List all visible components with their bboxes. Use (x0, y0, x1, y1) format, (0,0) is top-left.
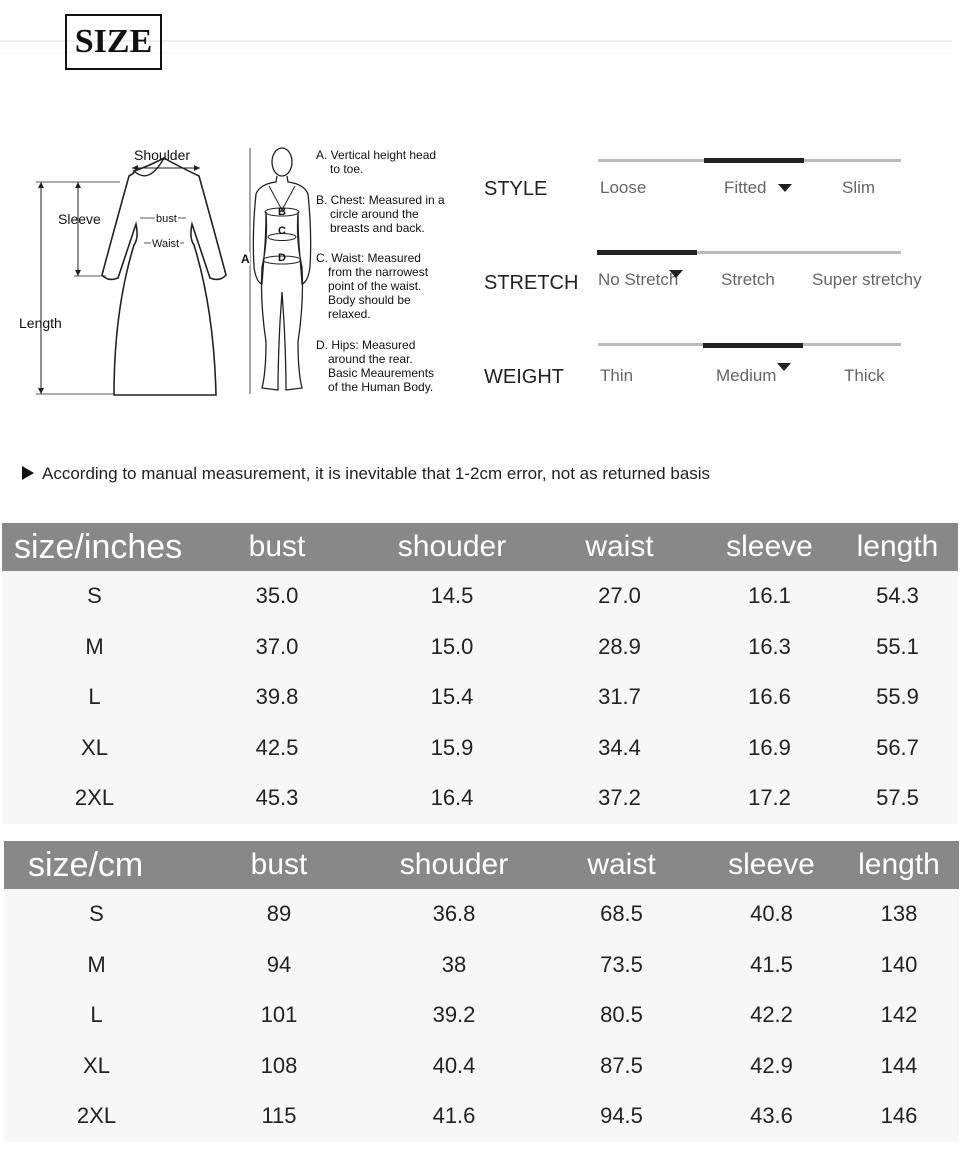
table-row (4, 1091, 959, 1142)
stretch-scale-name: STRETCH (484, 272, 579, 294)
body-label-a: A (241, 252, 250, 266)
table-header-cell: shouder (369, 841, 539, 889)
table-cell: 15.9 (367, 723, 537, 774)
body-label-b: B (278, 206, 286, 218)
stretch-scale (484, 248, 944, 338)
table-cell: M (2, 622, 187, 673)
table-cell: M (4, 940, 189, 991)
weight-option-thin: Thin (600, 366, 634, 385)
table-row (4, 990, 959, 1041)
table-cell: 39.2 (369, 990, 539, 1041)
table-cell: 94.5 (539, 1091, 704, 1142)
note-b: B. Chest: Measured in a circle around the breasts and back. (316, 193, 445, 235)
table-cell: L (4, 990, 189, 1041)
table-cell: 45.3 (187, 773, 367, 824)
dress-waist-label: Waist (152, 238, 180, 250)
table-row (2, 622, 958, 673)
table-cell: L (2, 672, 187, 723)
dress-sleeve-label: Sleeve (58, 211, 101, 227)
style-option-loose: Loose (600, 178, 647, 197)
table-cell: 89 (189, 889, 369, 940)
table-cell: 80.5 (539, 990, 704, 1041)
note-d: D. Hips: Measured around the rear. Basic Meaurements of the Human Body. (316, 338, 435, 394)
table-cell: 42.5 (187, 723, 367, 774)
table-cell: XL (2, 723, 187, 774)
table-cell: 16.9 (702, 723, 837, 774)
stretch-scale-indicator (597, 250, 697, 255)
stretch-option-stretch: Stretch (721, 270, 775, 289)
table-header-cell: size/inches (2, 523, 187, 571)
table-cell: 55.1 (837, 622, 958, 673)
table-row (2, 672, 958, 723)
size-title: SIZE (65, 14, 162, 70)
dress-diagram (14, 140, 244, 402)
table-cell: 87.5 (539, 1041, 704, 1092)
table-row (4, 889, 959, 940)
table-header-cell: waist (537, 523, 702, 571)
table-cell: 42.2 (704, 990, 839, 1041)
table-cell: 15.4 (367, 672, 537, 723)
table-cell: 35.0 (187, 571, 367, 622)
table-cell: 68.5 (539, 889, 704, 940)
weight-scale (484, 340, 944, 430)
table-header-cell: shouder (367, 523, 537, 571)
dress-bust-label: bust (156, 213, 177, 225)
table-header-cell: waist (539, 841, 704, 889)
table-cell: 43.6 (704, 1091, 839, 1142)
weight-caret-icon (777, 363, 791, 371)
table-cell: S (2, 571, 187, 622)
note-a: A. Vertical height head to toe. (316, 148, 437, 176)
table-cell: 42.9 (704, 1041, 839, 1092)
style-scale-name: STYLE (484, 178, 548, 200)
table-header-cell: bust (189, 841, 369, 889)
table-header-cell: sleeve (704, 841, 839, 889)
weight-option-medium: Medium (716, 366, 777, 385)
table-cell: 54.3 (837, 571, 958, 622)
table-cell: 16.4 (367, 773, 537, 824)
table-row (2, 723, 958, 774)
table-row (2, 571, 958, 622)
play-triangle-icon (22, 466, 34, 480)
table-cell: 41.6 (369, 1091, 539, 1142)
table-cell: 15.0 (367, 622, 537, 673)
table-cell: 140 (839, 940, 959, 991)
table-cell: 16.1 (702, 571, 837, 622)
stretch-option-no-stretch: No Stretch (598, 270, 679, 289)
note-c: C. Waist: Measured from the narrowest point of the waist. Body should be relaxed. (316, 251, 429, 321)
dress-shoulder-label: Shoulder (134, 147, 191, 163)
weight-scale-name: WEIGHT (484, 366, 564, 388)
weight-option-thick: Thick (844, 366, 885, 385)
table-cell: 94 (189, 940, 369, 991)
weight-scale-indicator (703, 343, 803, 348)
table-header-cell: bust (187, 523, 367, 571)
table-row (2, 773, 958, 824)
table-header-cell: sleeve (702, 523, 837, 571)
stretch-option-super-stretchy: Super stretchy (812, 270, 922, 289)
table-header-cell: size/cm (4, 841, 189, 889)
table-cell: 17.2 (702, 773, 837, 824)
style-scale (484, 156, 944, 246)
style-option-slim: Slim (842, 178, 876, 197)
table-cell: 37.2 (537, 773, 702, 824)
table-cell: 37.0 (187, 622, 367, 673)
table-cell: 14.5 (367, 571, 537, 622)
table-cell: 38 (369, 940, 539, 991)
stretch-caret-icon (669, 270, 683, 278)
table-row (4, 940, 959, 991)
table-cell: 40.8 (704, 889, 839, 940)
table-cell: 31.7 (537, 672, 702, 723)
table-row (4, 1041, 959, 1092)
table-cell: 115 (189, 1091, 369, 1142)
body-label-c: C (278, 225, 286, 237)
table-cell: 55.9 (837, 672, 958, 723)
table-cell: 142 (839, 990, 959, 1041)
style-caret-icon (778, 184, 792, 192)
table-cell: 28.9 (537, 622, 702, 673)
table-cell: 36.8 (369, 889, 539, 940)
table-header-row (2, 523, 958, 571)
table-header-cell: length (839, 841, 959, 889)
style-option-fitted: Fitted (724, 178, 767, 197)
table-cell: 101 (189, 990, 369, 1041)
table-cell: 40.4 (369, 1041, 539, 1092)
table-cell: 16.6 (702, 672, 837, 723)
table-cell: 144 (839, 1041, 959, 1092)
table-cell: 2XL (4, 1091, 189, 1142)
table-cell: 56.7 (837, 723, 958, 774)
table-cell: 2XL (2, 773, 187, 824)
table-cell: 138 (839, 889, 959, 940)
table-cell: 27.0 (537, 571, 702, 622)
dress-length-label: Length (19, 315, 62, 331)
table-cell: S (4, 889, 189, 940)
table-cell: 16.3 (702, 622, 837, 673)
body-figure (236, 142, 316, 400)
table-cell: 73.5 (539, 940, 704, 991)
table-header-row (4, 841, 959, 889)
measurement-note-text: According to manual measurement, it is inevitable that 1-2cm error, not as returned basis (42, 464, 711, 483)
table-cell: 41.5 (704, 940, 839, 991)
measurement-note (22, 464, 710, 484)
table-cell: 57.5 (837, 773, 958, 824)
table-cell: XL (4, 1041, 189, 1092)
table-cell: 108 (189, 1041, 369, 1092)
table-cell: 39.8 (187, 672, 367, 723)
size-table-cm (4, 841, 959, 1142)
size-table-inches (2, 523, 958, 824)
table-cell: 34.4 (537, 723, 702, 774)
body-label-d: D (278, 252, 286, 264)
table-cell: 146 (839, 1091, 959, 1142)
dress-outline (102, 158, 226, 395)
style-scale-indicator (704, 158, 804, 163)
table-header-cell: length (837, 523, 958, 571)
